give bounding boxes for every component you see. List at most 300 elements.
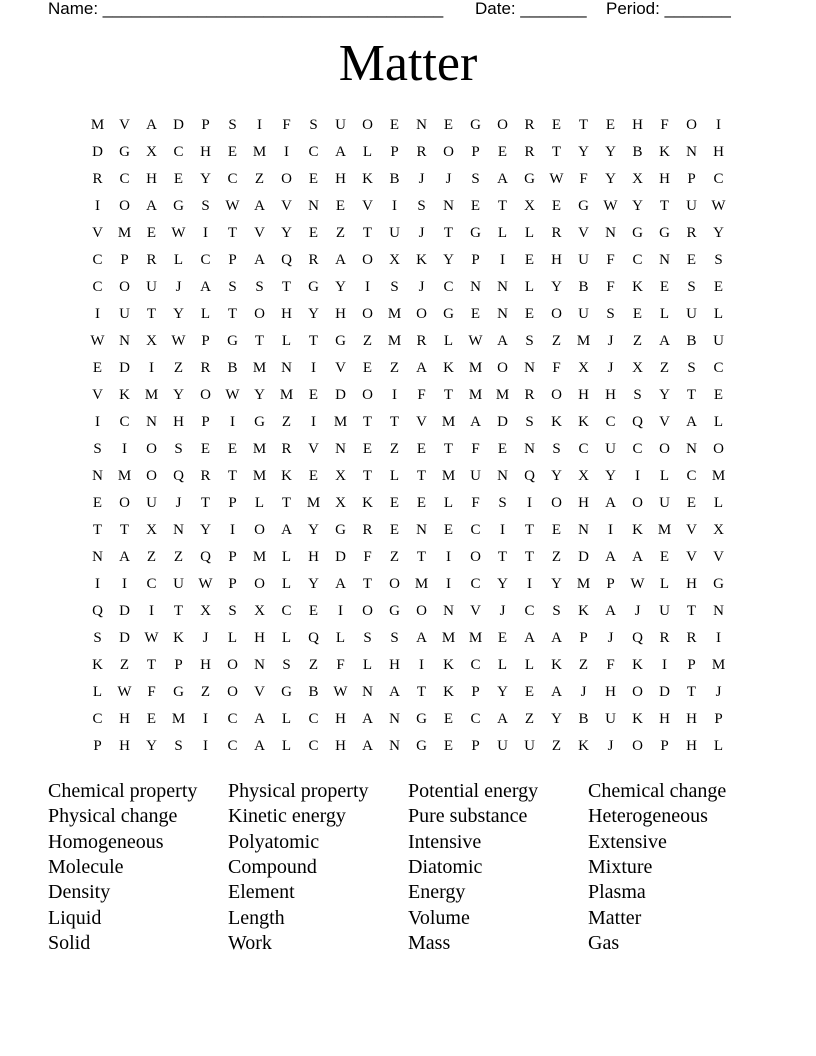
grid-letter: E <box>335 198 346 214</box>
grid-letter: L <box>281 630 292 646</box>
grid-letter: U <box>497 738 508 754</box>
grid-letter: L <box>497 225 508 241</box>
word-list-item: Mixture <box>588 855 653 878</box>
grid-letter: A <box>497 711 508 727</box>
grid-letter: E <box>443 117 454 133</box>
grid-letter: G <box>308 279 319 295</box>
grid-letter: M <box>252 468 267 484</box>
grid-letter: R <box>524 387 535 403</box>
grid-row <box>84 193 732 220</box>
grid-letter: H <box>146 171 157 187</box>
grid-letter: C <box>308 144 319 160</box>
grid-letter: B <box>578 279 589 295</box>
grid-letter: G <box>173 198 184 214</box>
grid-letter: U <box>335 117 346 133</box>
grid-letter: U <box>686 306 697 322</box>
grid-letter: I <box>122 576 127 592</box>
word-list-item: Liquid <box>48 906 102 929</box>
grid-letter: I <box>446 576 451 592</box>
grid-letter: P <box>606 576 615 592</box>
grid-letter: O <box>632 495 643 511</box>
grid-letter: A <box>632 549 643 565</box>
grid-letter: Y <box>578 144 589 160</box>
grid-letter: X <box>632 171 643 187</box>
grid-letter: A <box>335 144 346 160</box>
grid-letter: Z <box>200 684 211 700</box>
grid-letter: Q <box>200 549 211 565</box>
grid-letter: K <box>551 657 562 673</box>
grid-letter: G <box>254 414 265 430</box>
grid-letter: Z <box>308 657 319 673</box>
grid-letter: T <box>497 198 508 214</box>
grid-letter: T <box>416 468 427 484</box>
grid-letter: F <box>606 252 615 268</box>
grid-letter: J <box>580 684 587 700</box>
grid-letter: O <box>362 252 373 268</box>
grid-letter: I <box>230 414 235 430</box>
grid-letter: H <box>335 171 346 187</box>
grid-letter: B <box>389 171 400 187</box>
grid-letter: F <box>363 549 372 565</box>
grid-letter: Y <box>605 171 616 187</box>
grid-letter: F <box>282 117 291 133</box>
grid-letter: C <box>92 252 103 268</box>
grid-letter: E <box>362 360 373 376</box>
grid-letter: C <box>632 441 643 457</box>
grid-letter: S <box>606 306 615 322</box>
grid-letter: U <box>713 333 724 349</box>
grid-letter: B <box>308 684 319 700</box>
grid-letter: X <box>713 522 724 538</box>
word-list-item: Compound <box>228 855 317 878</box>
grid-letter: A <box>605 495 616 511</box>
grid-letter: M <box>252 549 267 565</box>
grid-letter: H <box>119 711 130 727</box>
grid-letter: I <box>392 198 397 214</box>
grid-letter: E <box>389 117 400 133</box>
word-list-item: Element <box>228 881 295 904</box>
grid-letter: C <box>632 252 643 268</box>
word-list-item: Potential energy <box>408 780 539 802</box>
grid-letter: U <box>119 306 130 322</box>
grid-row <box>84 490 732 517</box>
grid-letter: E <box>605 117 616 133</box>
page-title: Matter <box>338 35 478 92</box>
grid-letter: N <box>254 657 265 673</box>
grid-letter: X <box>200 603 211 619</box>
grid-letter: K <box>443 360 454 376</box>
grid-row <box>84 598 732 625</box>
grid-letter: T <box>686 603 697 619</box>
grid-letter: H <box>254 630 265 646</box>
grid-row <box>84 436 732 463</box>
grid-row <box>84 382 732 409</box>
grid-letter: C <box>524 603 535 619</box>
grid-letter: C <box>578 441 589 457</box>
grid-letter: B <box>227 360 238 376</box>
grid-letter: L <box>281 711 292 727</box>
grid-letter: N <box>389 711 400 727</box>
grid-letter: U <box>524 738 535 754</box>
grid-letter: T <box>362 225 373 241</box>
grid-letter: S <box>525 333 534 349</box>
date-field-label: Date: _______ <box>475 0 587 18</box>
grid-letter: O <box>497 360 508 376</box>
grid-letter: E <box>659 549 670 565</box>
grid-letter: T <box>146 306 157 322</box>
grid-row <box>84 220 732 247</box>
grid-letter: Y <box>308 522 319 538</box>
grid-letter: T <box>227 306 238 322</box>
grid-letter: O <box>632 738 643 754</box>
grid-letter: T <box>281 279 292 295</box>
grid-letter: L <box>281 738 292 754</box>
grid-letter: I <box>122 441 127 457</box>
grid-letter: K <box>362 171 373 187</box>
grid-letter: A <box>659 333 670 349</box>
grid-letter: C <box>605 414 616 430</box>
grid-letter: S <box>687 360 696 376</box>
grid-letter: J <box>202 630 209 646</box>
grid-letter: L <box>281 576 292 592</box>
grid-row <box>84 652 732 679</box>
grid-letter: I <box>338 603 343 619</box>
grid-letter: E <box>551 198 562 214</box>
grid-letter: T <box>686 684 697 700</box>
grid-letter: T <box>227 225 238 241</box>
grid-row <box>84 301 732 328</box>
grid-letter: A <box>605 549 616 565</box>
grid-letter: P <box>228 252 237 268</box>
grid-letter: O <box>254 306 265 322</box>
grid-letter: J <box>445 171 452 187</box>
grid-letter: S <box>93 630 102 646</box>
grid-letter: L <box>281 333 292 349</box>
grid-letter: X <box>578 360 589 376</box>
grid-letter: Q <box>524 468 535 484</box>
grid-letter: O <box>362 306 373 322</box>
grid-letter: Z <box>389 549 400 565</box>
grid-letter: Q <box>173 468 184 484</box>
grid-letter: M <box>576 333 591 349</box>
grid-letter: V <box>470 603 481 619</box>
grid-letter: M <box>279 387 294 403</box>
grid-letter: G <box>173 684 184 700</box>
grid-letter: D <box>578 549 589 565</box>
grid-letter: E <box>389 495 400 511</box>
grid-letter: S <box>174 738 183 754</box>
grid-letter: P <box>471 684 480 700</box>
grid-letter: X <box>335 495 346 511</box>
grid-letter: O <box>389 576 400 592</box>
grid-letter: E <box>443 738 454 754</box>
grid-letter: W <box>603 198 618 214</box>
grid-letter: N <box>497 306 508 322</box>
word-list-item: Physical change <box>48 805 178 828</box>
grid-row <box>84 409 732 436</box>
grid-letter: P <box>93 738 102 754</box>
grid-letter: Y <box>551 468 562 484</box>
grid-letter: Z <box>119 657 130 673</box>
grid-row <box>84 625 732 652</box>
grid-letter: E <box>443 711 454 727</box>
grid-letter: R <box>416 144 427 160</box>
grid-letter: C <box>92 711 103 727</box>
grid-letter: A <box>119 549 130 565</box>
grid-letter: L <box>389 468 400 484</box>
grid-letter: M <box>252 144 267 160</box>
grid-letter: E <box>470 198 481 214</box>
grid-letter: V <box>254 225 265 241</box>
grid-letter: I <box>149 603 154 619</box>
grid-letter: U <box>686 198 697 214</box>
grid-letter: D <box>119 360 130 376</box>
word-list-item: Energy <box>408 881 466 904</box>
grid-letter: X <box>146 144 157 160</box>
grid-letter: O <box>362 387 373 403</box>
grid-letter: R <box>200 360 211 376</box>
grid-letter: D <box>659 684 670 700</box>
grid-letter: S <box>93 441 102 457</box>
grid-letter: R <box>308 252 319 268</box>
grid-letter: G <box>227 333 238 349</box>
grid-letter: F <box>660 117 669 133</box>
grid-letter: Q <box>632 414 643 430</box>
grid-letter: O <box>200 387 211 403</box>
grid-letter: U <box>659 603 670 619</box>
grid-letter: A <box>524 630 535 646</box>
grid-letter: N <box>524 441 535 457</box>
grid-letter: T <box>173 603 184 619</box>
grid-letter: H <box>281 306 292 322</box>
grid-letter: V <box>335 360 346 376</box>
grid-letter: G <box>524 171 535 187</box>
grid-letter: B <box>632 144 643 160</box>
grid-letter: L <box>497 657 508 673</box>
grid-letter: D <box>119 630 130 646</box>
grid-letter: E <box>659 279 670 295</box>
grid-letter: H <box>200 657 211 673</box>
grid-letter: H <box>686 711 697 727</box>
word-search-grid <box>84 112 732 760</box>
word-list-item: Gas <box>588 931 620 954</box>
grid-letter: E <box>308 603 319 619</box>
grid-row <box>84 247 732 274</box>
grid-letter: W <box>333 684 348 700</box>
grid-letter: O <box>119 279 130 295</box>
grid-letter: X <box>632 360 643 376</box>
grid-letter: Q <box>308 630 319 646</box>
grid-letter: V <box>362 198 373 214</box>
grid-letter: L <box>92 684 103 700</box>
grid-letter: T <box>119 522 130 538</box>
grid-letter: U <box>173 576 184 592</box>
grid-letter: S <box>174 441 183 457</box>
grid-letter: N <box>686 144 697 160</box>
grid-letter: L <box>281 549 292 565</box>
grid-letter: R <box>92 171 103 187</box>
grid-row <box>84 166 732 193</box>
grid-letter: Q <box>92 603 103 619</box>
grid-letter: U <box>470 468 481 484</box>
grid-letter: L <box>362 144 373 160</box>
grid-letter: S <box>687 279 696 295</box>
grid-letter: Q <box>281 252 292 268</box>
grid-letter: H <box>335 711 346 727</box>
grid-letter: A <box>254 711 265 727</box>
grid-letter: H <box>713 144 724 160</box>
grid-letter: K <box>578 414 589 430</box>
grid-letter: O <box>551 306 562 322</box>
grid-letter: E <box>308 468 319 484</box>
grid-letter: M <box>90 117 105 133</box>
grid-letter: M <box>387 306 402 322</box>
grid-letter: L <box>659 468 670 484</box>
grid-letter: B <box>578 711 589 727</box>
grid-letter: G <box>632 225 643 241</box>
grid-letter: R <box>200 468 211 484</box>
grid-letter: R <box>281 441 292 457</box>
grid-letter: M <box>468 360 483 376</box>
grid-letter: A <box>335 252 346 268</box>
grid-letter: R <box>551 225 562 241</box>
grid-letter: B <box>686 333 697 349</box>
grid-letter: Z <box>551 549 562 565</box>
grid-letter: K <box>551 414 562 430</box>
grid-letter: I <box>311 360 316 376</box>
grid-letter: C <box>146 576 157 592</box>
grid-letter: M <box>441 630 456 646</box>
grid-letter: V <box>416 414 427 430</box>
grid-letter: J <box>607 360 614 376</box>
grid-letter: C <box>119 171 130 187</box>
grid-letter: N <box>443 603 454 619</box>
grid-letter: I <box>203 711 208 727</box>
grid-letter: K <box>416 252 427 268</box>
grid-letter: V <box>578 225 589 241</box>
grid-letter: T <box>659 198 670 214</box>
grid-letter: O <box>497 117 508 133</box>
grid-letter: L <box>524 657 535 673</box>
grid-letter: F <box>471 441 480 457</box>
grid-letter: D <box>335 549 346 565</box>
grid-letter: M <box>657 522 672 538</box>
grid-letter: Z <box>632 333 643 349</box>
grid-letter: X <box>578 468 589 484</box>
grid-letter: H <box>335 306 346 322</box>
grid-row <box>84 112 732 139</box>
grid-letter: H <box>632 117 643 133</box>
grid-letter: C <box>713 360 724 376</box>
grid-letter: R <box>416 333 427 349</box>
grid-letter: X <box>389 252 400 268</box>
grid-letter: N <box>497 279 508 295</box>
grid-letter: I <box>608 522 613 538</box>
grid-row <box>84 706 732 733</box>
grid-letter: C <box>470 522 481 538</box>
grid-letter: A <box>389 684 400 700</box>
word-list-item: Length <box>228 906 285 929</box>
grid-letter: P <box>174 657 183 673</box>
grid-letter: H <box>119 738 130 754</box>
grid-letter: E <box>92 495 103 511</box>
grid-letter: G <box>470 117 481 133</box>
grid-letter: S <box>498 495 507 511</box>
grid-letter: V <box>713 549 724 565</box>
grid-letter: E <box>524 684 535 700</box>
word-list-item: Volume <box>408 906 470 929</box>
grid-letter: I <box>716 630 721 646</box>
grid-letter: M <box>414 576 429 592</box>
grid-letter: F <box>606 279 615 295</box>
grid-letter: Y <box>605 144 616 160</box>
grid-letter: U <box>605 441 616 457</box>
grid-letter: Z <box>389 360 400 376</box>
grid-letter: N <box>308 198 319 214</box>
grid-letter: K <box>92 657 103 673</box>
grid-letter: O <box>119 198 130 214</box>
word-list-item: Heterogeneous <box>588 805 708 828</box>
grid-letter: I <box>527 495 532 511</box>
grid-letter: O <box>659 441 670 457</box>
grid-letter: L <box>713 414 724 430</box>
grid-letter: V <box>686 549 697 565</box>
grid-letter: I <box>284 144 289 160</box>
grid-letter: E <box>686 495 697 511</box>
word-list-item: Work <box>228 931 272 954</box>
grid-letter: E <box>146 711 157 727</box>
grid-letter: S <box>282 657 291 673</box>
grid-letter: N <box>173 522 184 538</box>
grid-letter: K <box>119 387 130 403</box>
grid-letter: Y <box>254 387 265 403</box>
grid-letter: N <box>92 549 103 565</box>
grid-letter: A <box>254 252 265 268</box>
grid-letter: T <box>308 333 319 349</box>
grid-letter: H <box>578 387 589 403</box>
grid-letter: S <box>228 603 237 619</box>
grid-letter: H <box>335 738 346 754</box>
grid-letter: D <box>335 387 346 403</box>
grid-letter: C <box>227 171 238 187</box>
grid-letter: C <box>281 603 292 619</box>
grid-letter: K <box>578 603 589 619</box>
grid-letter: T <box>524 549 535 565</box>
grid-letter: O <box>362 603 373 619</box>
grid-letter: R <box>362 522 373 538</box>
grid-letter: A <box>200 279 211 295</box>
grid-letter: L <box>713 738 724 754</box>
grid-letter: E <box>497 441 508 457</box>
grid-letter: I <box>95 198 100 214</box>
grid-letter: Y <box>551 279 562 295</box>
grid-letter: N <box>524 360 535 376</box>
grid-letter: H <box>686 576 697 592</box>
grid-letter: J <box>418 279 425 295</box>
grid-letter: Z <box>389 441 400 457</box>
word-list-item: Homogeneous <box>48 830 164 853</box>
grid-letter: G <box>659 225 670 241</box>
grid-letter: N <box>686 441 697 457</box>
grid-letter: Y <box>173 387 184 403</box>
grid-letter: L <box>524 225 535 241</box>
grid-letter: O <box>254 522 265 538</box>
grid-letter: P <box>687 657 696 673</box>
grid-letter: O <box>443 144 454 160</box>
grid-letter: E <box>524 306 535 322</box>
grid-letter: S <box>633 387 642 403</box>
word-list-item: Molecule <box>48 855 124 878</box>
